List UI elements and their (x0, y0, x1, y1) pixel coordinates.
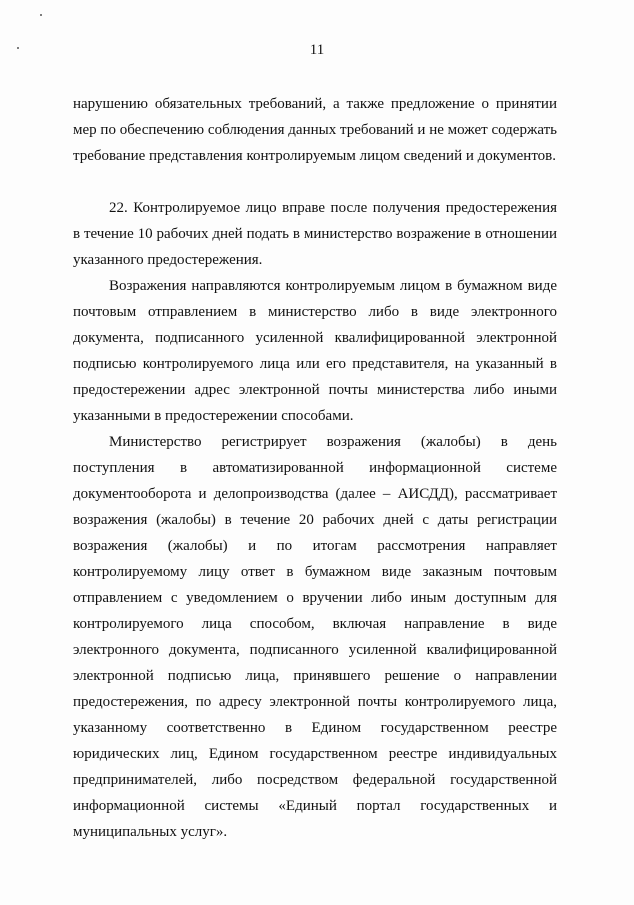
text-block (73, 91, 557, 169)
page-number: 11 (309, 42, 325, 58)
paragraph-objections: Возражения направляются контролируемым лицом в бумажном виде почтовым отправлением в министерство либо в виде электронного документа, подписанного усиленной квалифицированной электронной подписью контролируемого лица или его представителя, на указанный в предостережении адрес электронной почты министерства либо иными указанными в предостережении способами. (73, 278, 557, 424)
paragraph-item-22: 22. Контролируемое лицо вправе после получения предостережения в течение 10 рабочих дней подать в министерство возражение в отношении указанного предостережения. (73, 200, 557, 268)
paragraph-ministry-registration: Министерство регистрирует возражения (жалобы) в день поступления в автоматизированной информационной системе документооборота и делопроизводства (далее – АИСДД), рассматривает возражения (жалобы) в течение 20 рабочих дней с даты регистрации возражения (жалобы) и по итогам рассмотрения направляет контролируемому лицу ответ в бумажном виде заказным почтовым отправлением с уведомлением о вручении либо иным доступным для контролируемого лица способом, включая направление в виде электронного документа, подписанного усиленной квалифицированной электронной подписью лица, принявшего решение о направлении предостережения, по адресу электронной почты контролируемого лица, указанному соответственно в Едином государственном реестре юридических лиц, Едином государственном реестре индивидуальных предпринимателей, либо посредством федеральной государственной информационной системы «Единый портал государственных и муниципальных услуг». (73, 434, 557, 840)
text-block (73, 195, 557, 273)
text-block (73, 429, 557, 845)
scan-speck (40, 14, 42, 16)
paragraph-continuation: нарушению обязательных требований, а также предложение о принятии мер по обеспечению соблюдения данных требований и не может содержать требование представления контролируемым лицом сведений и документов. (73, 96, 557, 164)
text-block (73, 273, 557, 429)
